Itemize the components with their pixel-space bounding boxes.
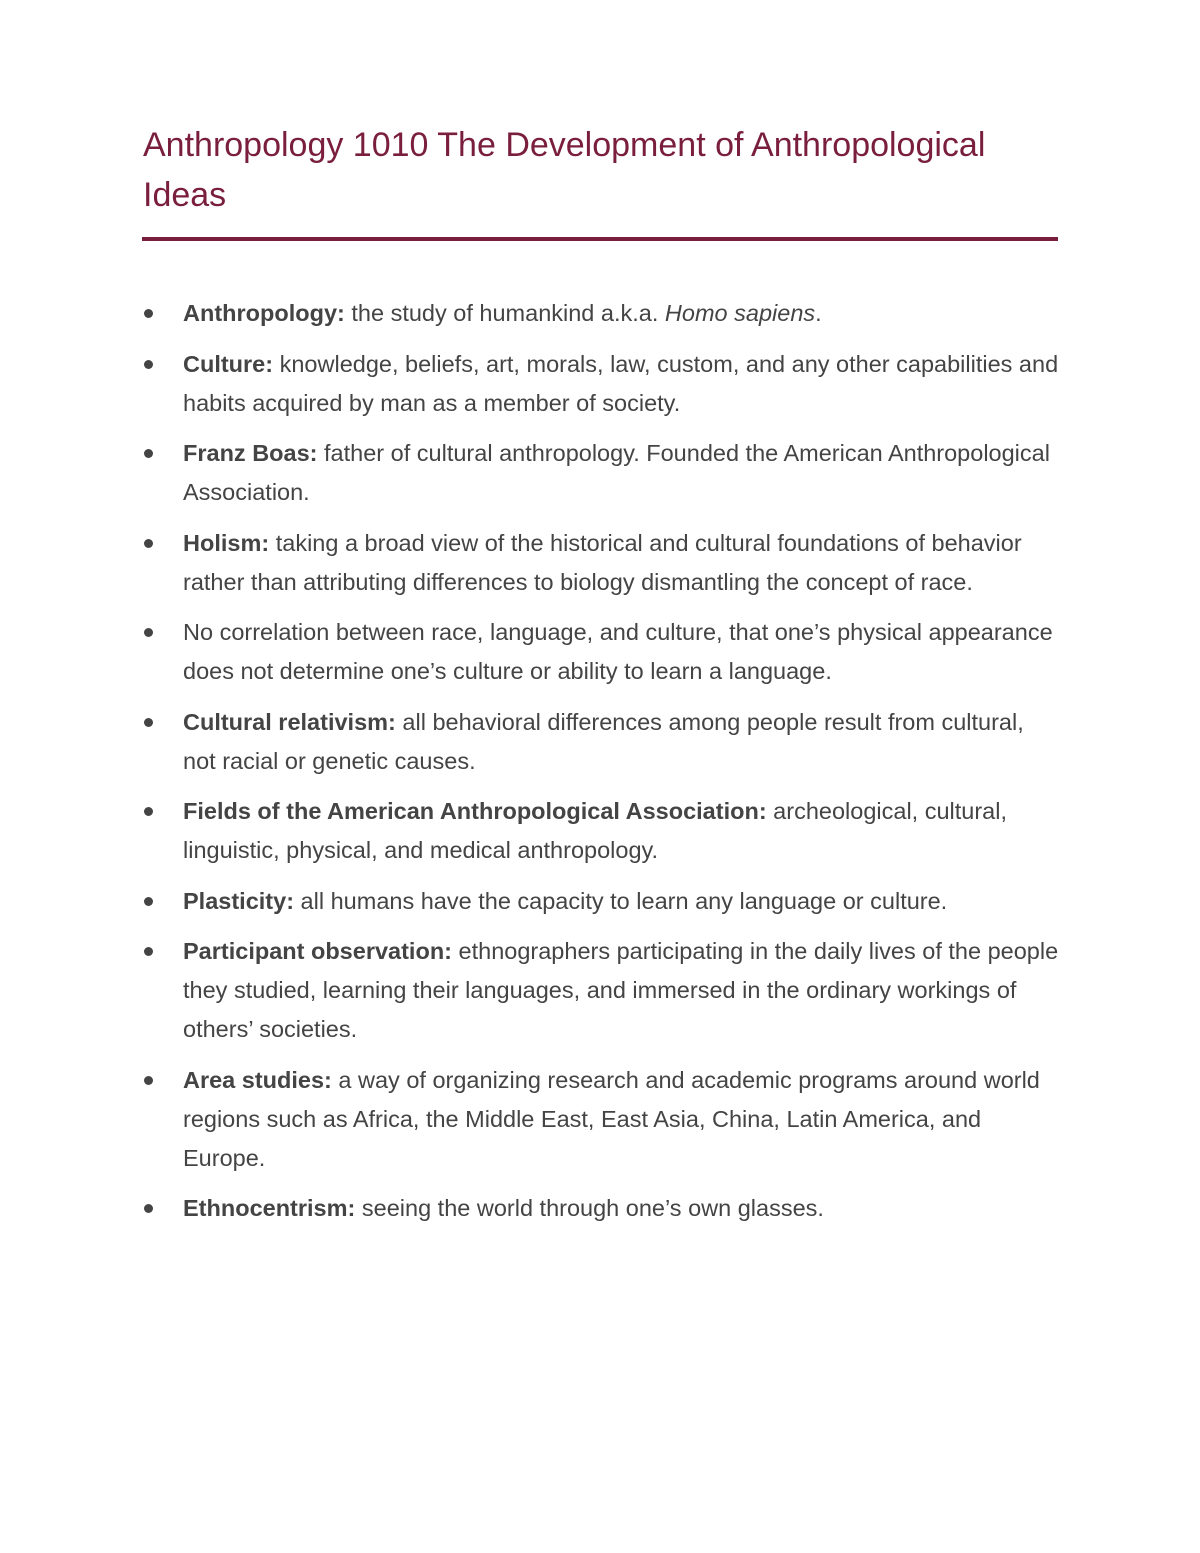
definition-italic: Homo sapiens [664,300,816,326]
term: Area studies: [183,1066,332,1093]
title-divider [142,237,1058,241]
term: Fields of the American Anthropological Association: [183,798,767,824]
definition-tail: . [815,300,822,326]
list-item-culture [140,345,1060,423]
term: Anthropology: [183,300,345,326]
bullet-icon [144,449,153,458]
list-item-cultural-relativism [140,703,1060,781]
list-item-ethnocentrism [140,1189,1060,1228]
list-item-plasticity [140,882,1060,921]
definition: No correlation between race, language, and culture, that one’s physical appearance does not determine one’s culture or ability to learn a language. [183,619,1053,684]
definition: a way of organizing research and academic programs around world regions such as Africa, the Middle East, East Asia, China, Latin America, and Europe. [183,1066,1040,1171]
definition: the study of humankind a.k.a. [344,300,665,326]
term: Holism: [183,529,270,556]
bullet-icon [144,628,153,637]
list-item-holism [140,524,1060,602]
term: Cultural relativism: [183,708,396,735]
list-item-participant-observation [140,932,1060,1049]
bullet-icon [144,718,153,727]
term: Participant observation: [183,938,452,964]
term: Culture: [183,350,274,377]
list-item-franz-boas [140,434,1060,512]
definitions-list [140,294,1060,1240]
bullet-icon [144,1076,153,1085]
term: Franz Boas: [183,440,318,466]
definition: all humans have the capacity to learn any language or culture. [294,887,948,914]
term: Plasticity: [183,887,295,914]
definition: archeological, cultural, linguistic, physical, and medical anthropology. [183,798,1008,863]
list-item-no-correlation [140,613,1060,691]
list-item-fields-aaa [140,792,1060,870]
bullet-icon [144,309,153,318]
definition: father of cultural anthropology. Founded the American Anthropological Association. [183,440,1050,505]
list-item-area-studies [140,1061,1060,1178]
document-title: Anthropology 1010 The Development of Anthropological Ideas [143,126,986,214]
bullet-icon [144,897,153,906]
list-item-anthropology [140,294,1060,333]
definition: all behavioral differences among people result from cultural, not racial or genetic causes. [183,708,1024,774]
term: Ethnocentrism: [183,1195,356,1221]
bullet-icon [144,807,153,816]
bullet-icon [144,1204,153,1213]
definition: knowledge, beliefs, art, morals, law, custom, and any other capabilities and habits acquired by man as a member of society. [183,350,1059,416]
bullet-icon [144,360,153,369]
definition: ethnographers participating in the daily lives of the people they studied, learning their languages, and immersed in the ordinary workings of others’ societies. [183,938,1059,1042]
bullet-icon [144,947,153,956]
definition: seeing the world through one’s own glasses. [355,1195,824,1221]
bullet-icon [144,539,153,548]
definition: taking a broad view of the historical and cultural foundations of behavior rather than attributing differences to biology dismantling the concept of race. [183,529,1022,595]
